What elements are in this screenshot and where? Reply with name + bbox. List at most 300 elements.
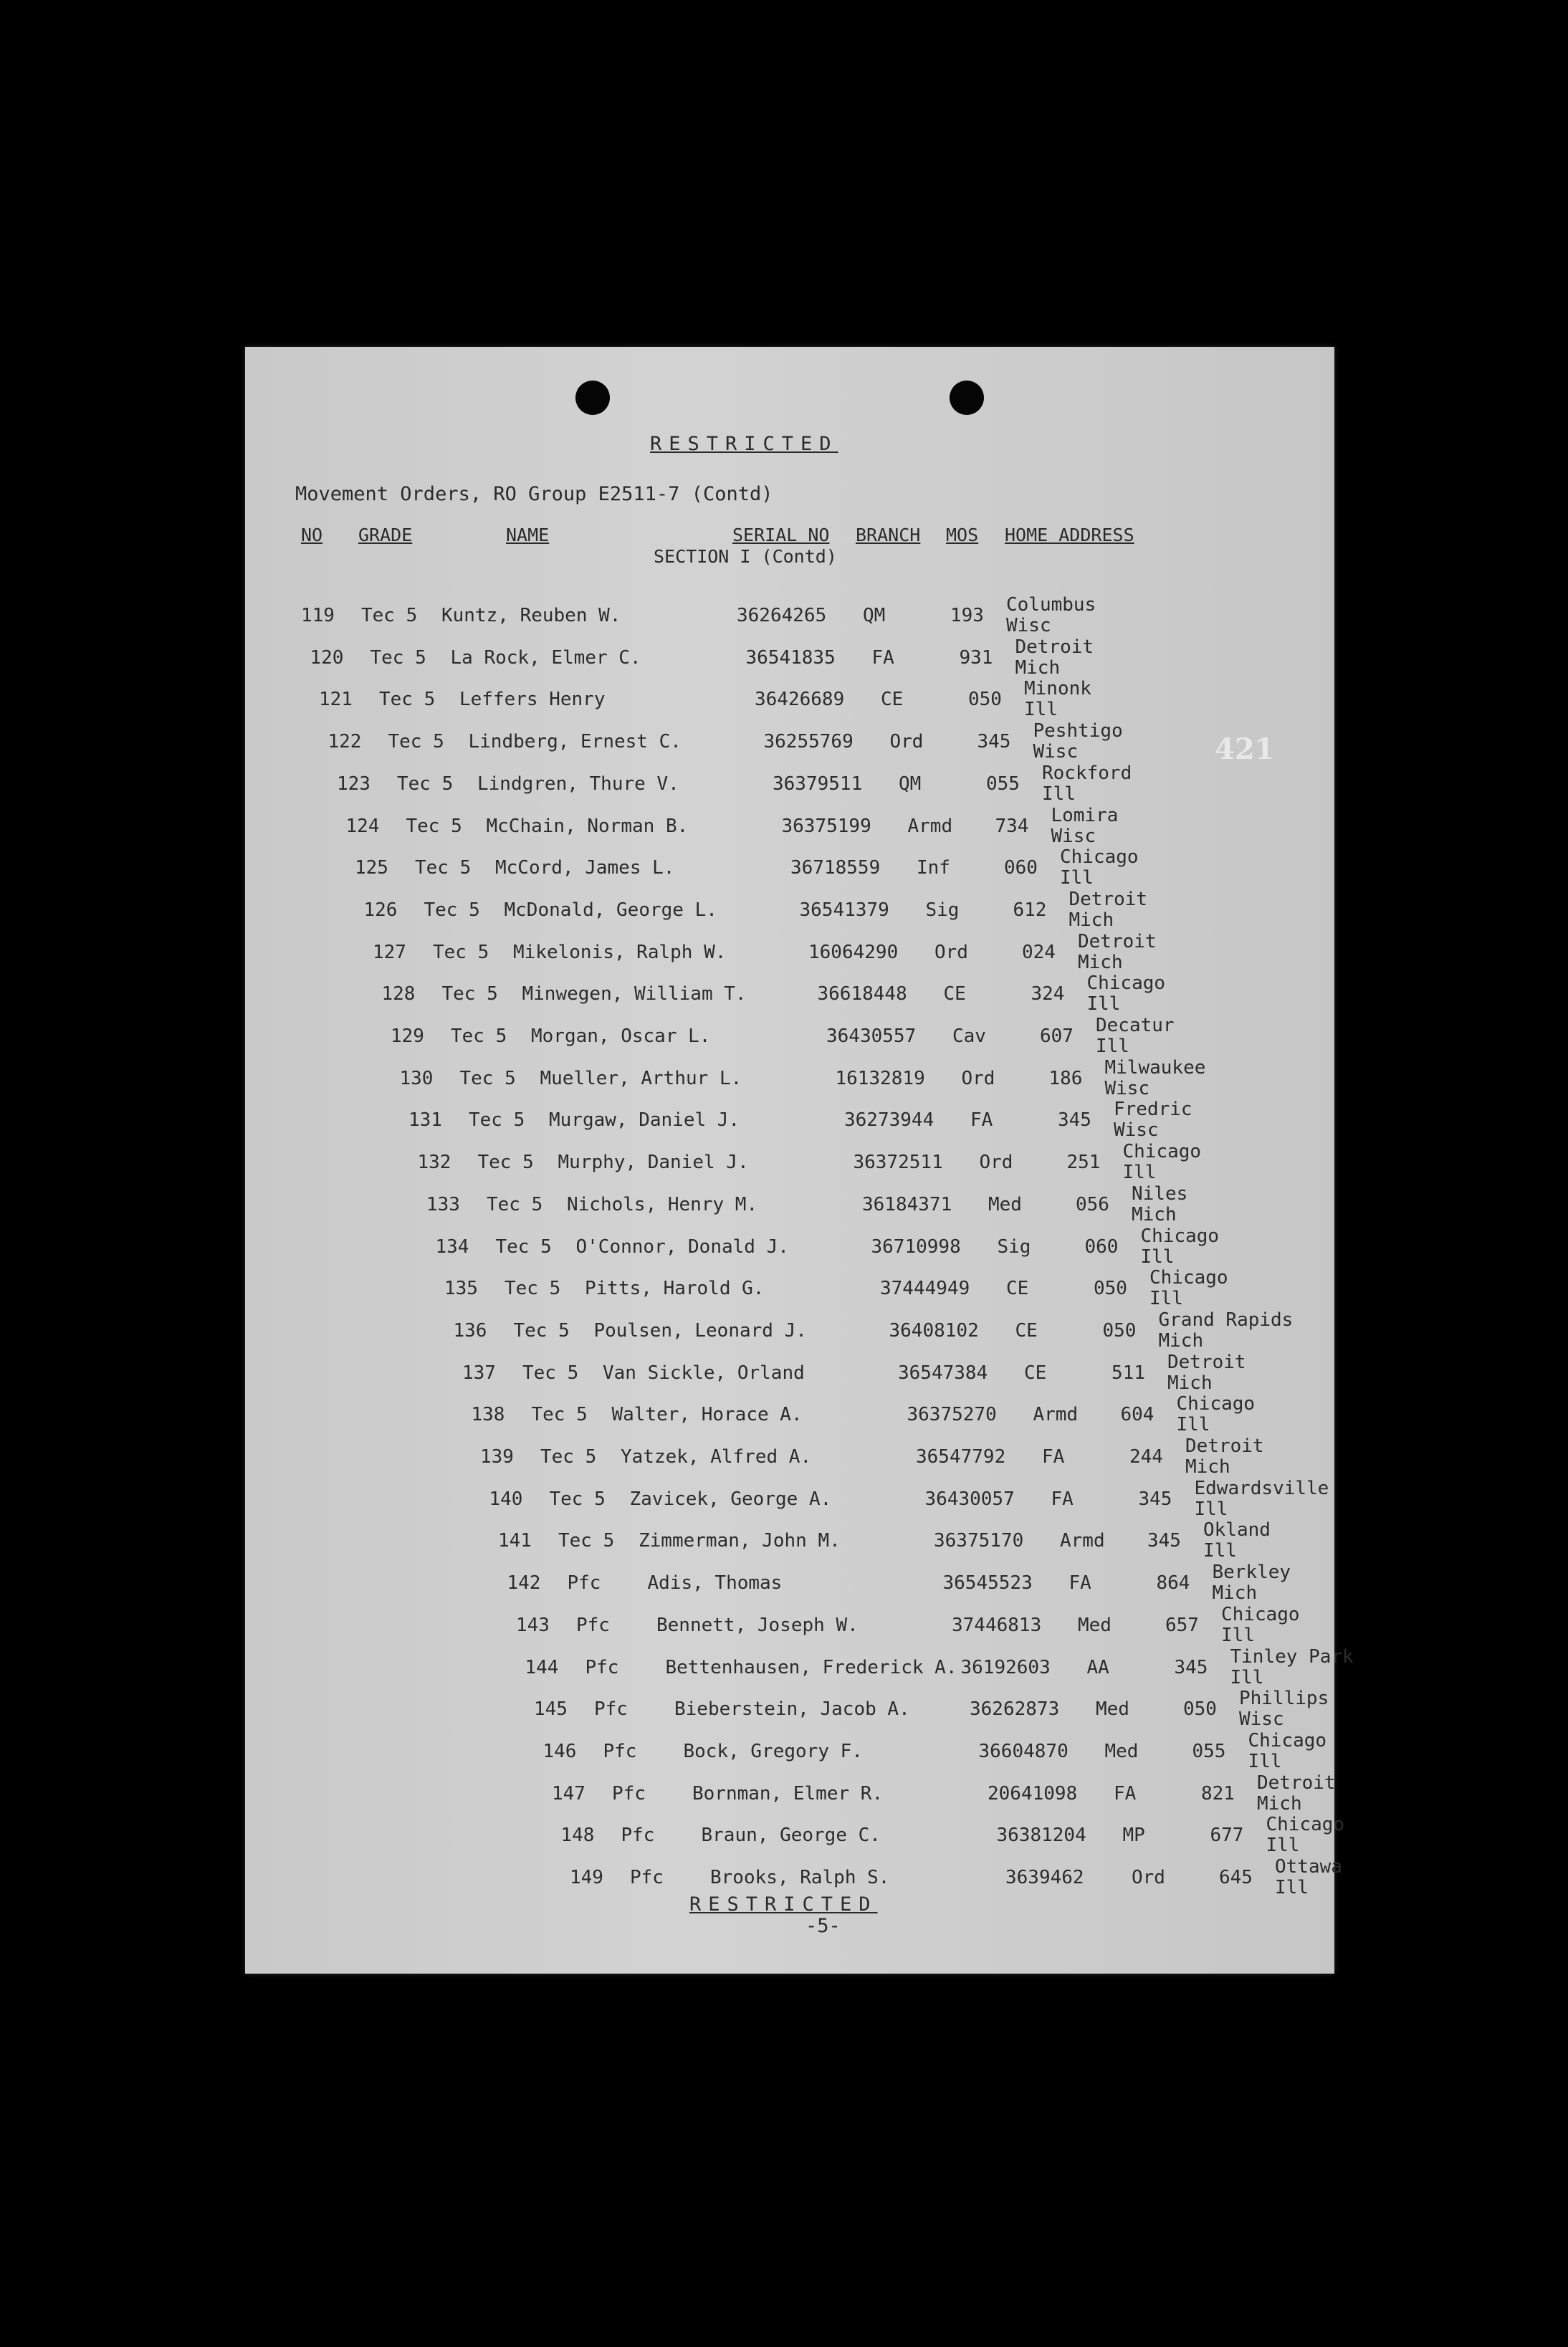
table-row	[245, 720, 1334, 771]
table-row	[245, 1477, 1334, 1529]
row-home-address	[1213, 1562, 1291, 1604]
row-home-address	[1230, 1647, 1354, 1688]
row-address-state: Mich	[1158, 1329, 1204, 1352]
row-grade: Tec 5	[522, 1362, 579, 1384]
row-mos: 055	[1192, 1740, 1226, 1762]
row-number: 129	[391, 1026, 424, 1047]
row-mos: 511	[1112, 1362, 1145, 1384]
row-address-state: Wisc	[1033, 741, 1079, 763]
row-serial-number: 36408102	[889, 1319, 979, 1342]
page-stamp-number: 421	[1215, 732, 1275, 766]
row-number: 121	[319, 689, 353, 711]
row-address-state: Ill	[1203, 1540, 1237, 1562]
row-address-state: Ill	[1024, 699, 1058, 721]
row-grade: Tec 5	[477, 1152, 534, 1174]
row-serial-number: 37446813	[952, 1614, 1042, 1636]
row-home-address	[1069, 889, 1148, 931]
row-address-state: Mich	[1015, 656, 1061, 679]
row-number: 137	[462, 1362, 496, 1384]
table-row	[245, 930, 1334, 982]
row-address-state: Mich	[1069, 909, 1114, 931]
row-grade: Tec 5	[540, 1446, 597, 1468]
row-mos: 324	[1031, 983, 1065, 1005]
row-serial-number: 36604870	[978, 1740, 1069, 1762]
row-grade: Tec 5	[505, 1278, 561, 1300]
row-branch: FA	[1114, 1782, 1137, 1805]
row-branch: MP	[1122, 1825, 1145, 1847]
row-serial-number: 36184371	[862, 1193, 952, 1215]
row-address-city: Chicago	[1176, 1393, 1256, 1415]
row-home-address	[1006, 595, 1096, 636]
row-name: La Rock, Elmer C.	[450, 646, 641, 669]
row-serial-number: 36430057	[924, 1488, 1015, 1510]
row-mos: 060	[1084, 1235, 1119, 1258]
row-name: Zavicek, George A.	[629, 1488, 832, 1510]
row-address-state: Wisc	[1051, 825, 1096, 847]
table-row	[245, 1562, 1334, 1612]
row-home-address	[1132, 1184, 1187, 1225]
row-mos: 345	[1058, 1109, 1091, 1132]
row-home-address	[1096, 1015, 1175, 1057]
row-serial-number: 37444949	[880, 1278, 970, 1300]
row-grade: Tec 5	[558, 1530, 615, 1552]
row-serial-number: 36375270	[907, 1404, 997, 1426]
row-serial-number: 36255769	[763, 731, 854, 753]
row-home-address	[1141, 1226, 1220, 1268]
row-address-state: Ill	[1140, 1246, 1175, 1268]
row-mos: 345	[1138, 1488, 1172, 1510]
row-address-state: Mich	[1167, 1372, 1213, 1394]
row-home-address	[1149, 1268, 1228, 1309]
table-row	[245, 1435, 1334, 1486]
row-number: 125	[355, 857, 388, 879]
row-number: 149	[570, 1867, 603, 1888]
row-branch: FA	[1051, 1488, 1074, 1510]
row-name: Nichols, Henry M.	[567, 1193, 758, 1215]
row-address-state: Wisc	[1104, 1077, 1150, 1099]
row-address-city: Milwaukee	[1104, 1056, 1206, 1079]
row-mos: 345	[1174, 1656, 1208, 1678]
row-grade: Tec 5	[370, 646, 426, 669]
row-grade: Tec 5	[441, 983, 498, 1005]
table-row	[245, 678, 1334, 729]
column-header-address: HOME ADDRESS	[1005, 525, 1134, 545]
row-grade: Tec 5	[379, 689, 436, 711]
row-number: 132	[417, 1152, 451, 1174]
row-address-city: Chicago	[1248, 1729, 1327, 1751]
row-grade: Pfc	[567, 1572, 601, 1595]
column-header-grade: GRADE	[358, 525, 413, 545]
table-row	[245, 1814, 1345, 1865]
row-address-state: Ill	[1096, 1036, 1129, 1057]
punch-hole-left	[575, 381, 610, 415]
section-title: SECTION I (Contd)	[654, 546, 837, 567]
row-address-state: Mich	[1132, 1203, 1177, 1225]
row-grade: Pfc	[585, 1656, 619, 1678]
row-branch: Med	[1096, 1698, 1129, 1721]
row-home-address	[1221, 1605, 1300, 1646]
row-name: Brooks, Ralph S.	[710, 1867, 890, 1888]
table-row	[245, 1688, 1334, 1739]
row-serial-number: 16064290	[808, 941, 899, 963]
row-address-state: Ill	[1221, 1624, 1255, 1646]
row-number: 128	[381, 983, 416, 1005]
row-serial-number: 36430557	[826, 1026, 917, 1047]
row-address-state: Ill	[1042, 783, 1076, 805]
classification-footer: RESTRICTED	[689, 1893, 878, 1916]
row-serial-number: 36541835	[745, 646, 836, 669]
row-name: Bock, Gregory F.	[683, 1740, 863, 1762]
row-home-address	[1185, 1436, 1264, 1478]
row-mos: 677	[1210, 1825, 1244, 1847]
row-branch: FA	[1069, 1572, 1091, 1595]
row-number: 126	[363, 899, 398, 921]
row-address-city: Chicago	[1086, 972, 1166, 995]
row-number: 131	[408, 1109, 442, 1132]
row-grade: Pfc	[621, 1825, 655, 1847]
row-name: Leffers Henry	[459, 689, 606, 711]
row-serial-number: 36545523	[942, 1572, 1033, 1595]
row-address-city: Rockford	[1042, 762, 1132, 784]
row-name: Minwegen, William T.	[522, 983, 747, 1005]
row-address-city: Detroit	[1167, 1351, 1246, 1373]
row-branch: Sig	[997, 1235, 1031, 1258]
row-grade: Tec 5	[388, 731, 444, 753]
row-name: McDonald, George L.	[504, 899, 717, 921]
table-row	[245, 1393, 1334, 1444]
row-grade: Tec 5	[487, 1193, 543, 1215]
row-branch: CE	[1006, 1278, 1029, 1300]
row-address-state: Ill	[1149, 1288, 1183, 1310]
row-mos: 821	[1201, 1782, 1235, 1805]
row-home-address	[1042, 763, 1132, 805]
row-grade: Pfc	[630, 1867, 664, 1888]
row-serial-number: 36547792	[916, 1446, 1006, 1468]
row-number: 144	[525, 1656, 559, 1678]
row-address-city: Detroit	[1078, 930, 1157, 952]
row-number: 130	[399, 1067, 434, 1089]
row-serial-number: 16132819	[835, 1067, 925, 1089]
row-name: Kuntz, Reuben W.	[441, 605, 621, 626]
row-mos: 864	[1156, 1572, 1190, 1595]
row-branch: Ord	[979, 1152, 1013, 1174]
row-address-city: Chicago	[1122, 1141, 1202, 1163]
row-serial-number: 36192603	[960, 1656, 1051, 1678]
table-row	[245, 846, 1334, 897]
row-branch: Ord	[961, 1067, 995, 1089]
table-row	[245, 1351, 1334, 1402]
row-mos: 604	[1120, 1404, 1155, 1426]
table-row	[245, 1603, 1334, 1655]
page-number: -5-	[805, 1915, 841, 1937]
row-branch: CE	[1015, 1319, 1038, 1342]
row-address-state: Wisc	[1114, 1119, 1159, 1142]
row-number: 119	[301, 605, 335, 626]
row-grade: Tec 5	[495, 1235, 552, 1258]
row-grade: Tec 5	[361, 605, 418, 626]
row-address-state: Mich	[1212, 1582, 1258, 1605]
row-mos: 657	[1165, 1614, 1199, 1636]
row-home-address	[1248, 1731, 1327, 1772]
column-header-mos: MOS	[946, 525, 979, 545]
row-address-state: Ill	[1122, 1162, 1157, 1184]
row-address-city: Berkley	[1212, 1562, 1291, 1584]
row-address-city: Columbus	[1006, 594, 1096, 616]
classification-header: RESTRICTED	[650, 433, 838, 455]
row-number: 138	[471, 1404, 505, 1426]
row-name: Braun, George C.	[701, 1825, 881, 1847]
row-serial-number: 36372511	[853, 1152, 943, 1174]
row-name: Adis, Thomas	[647, 1572, 783, 1595]
row-serial-number: 36710998	[871, 1235, 961, 1258]
row-branch: CE	[943, 983, 966, 1005]
table-row	[245, 594, 1334, 645]
row-serial-number: 36273944	[844, 1109, 934, 1132]
row-name: Mueller, Arthur L.	[540, 1067, 742, 1089]
row-number: 122	[328, 731, 362, 753]
row-name: Yatzek, Alfred A.	[621, 1446, 812, 1468]
row-branch: Ord	[934, 941, 968, 963]
row-address-state: Wisc	[1239, 1708, 1284, 1731]
row-serial-number: 36541379	[799, 899, 889, 921]
row-name: Pitts, Harold G.	[585, 1278, 765, 1300]
row-address-city: Detroit	[1015, 636, 1094, 658]
row-address-city: Minonk	[1024, 678, 1091, 700]
row-branch: Inf	[917, 857, 950, 879]
row-address-city: Edwardsville	[1194, 1477, 1329, 1499]
row-home-address	[1266, 1815, 1345, 1856]
row-home-address	[1177, 1394, 1256, 1435]
row-name: Lindgren, Thure V.	[477, 773, 679, 795]
row-address-city: Grand Rapids	[1158, 1309, 1294, 1331]
row-name: Bieberstein, Jacob A.	[674, 1698, 910, 1721]
row-home-address	[1275, 1857, 1342, 1898]
row-grade: Tec 5	[549, 1488, 606, 1510]
row-serial-number: 3639462	[1005, 1867, 1084, 1888]
row-home-address	[1257, 1773, 1336, 1815]
row-serial-number: 36426689	[755, 689, 845, 711]
table-row	[245, 888, 1334, 940]
row-grade: Tec 5	[397, 773, 454, 795]
row-home-address	[1167, 1352, 1246, 1394]
row-address-city: Detroit	[1069, 888, 1148, 910]
table-row	[245, 762, 1334, 813]
row-home-address	[1123, 1142, 1202, 1183]
row-serial-number: 36547384	[898, 1362, 988, 1384]
row-number: 148	[560, 1825, 595, 1847]
row-name: Lindberg, Ernest C.	[468, 731, 682, 753]
table-row	[245, 636, 1334, 687]
row-grade: Tec 5	[406, 815, 462, 837]
row-branch: QM	[863, 605, 886, 626]
row-grade: Pfc	[603, 1740, 637, 1762]
row-address-city: Ottawa	[1275, 1856, 1342, 1878]
row-mos: 251	[1066, 1152, 1101, 1174]
row-grade: Tec 5	[433, 941, 489, 963]
row-address-city: Okland	[1203, 1519, 1271, 1541]
row-grade: Tec 5	[451, 1026, 507, 1047]
row-branch: Armd	[907, 815, 953, 837]
row-address-city: Chicago	[1149, 1267, 1228, 1289]
column-header-no: NO	[301, 525, 323, 545]
table-row	[245, 1772, 1336, 1823]
row-number: 133	[426, 1193, 460, 1215]
row-branch: Med	[1078, 1614, 1112, 1636]
row-branch: FA	[871, 646, 894, 669]
row-branch: Ord	[1132, 1867, 1165, 1888]
row-address-state: Mich	[1185, 1456, 1230, 1478]
row-mos: 060	[1004, 857, 1038, 879]
row-home-address	[1078, 932, 1157, 973]
row-home-address	[1203, 1520, 1271, 1562]
row-name: Van Sickle, Orland	[603, 1362, 805, 1384]
row-branch: FA	[970, 1109, 993, 1132]
row-number: 146	[542, 1740, 577, 1762]
document-page	[245, 347, 1354, 1974]
column-header-serial: SERIAL NO	[732, 525, 830, 545]
row-grade: Tec 5	[424, 899, 480, 921]
row-mos: 612	[1013, 899, 1047, 921]
row-address-city: Chicago	[1060, 846, 1139, 869]
row-mos: 050	[968, 689, 1002, 711]
row-branch: CE	[881, 689, 904, 711]
row-home-address	[1105, 1058, 1206, 1099]
row-name: O'Connor, Donald J.	[575, 1235, 789, 1258]
row-home-address	[1159, 1310, 1294, 1352]
row-mos: 345	[977, 731, 1011, 753]
row-number: 143	[516, 1614, 550, 1636]
row-home-address	[1051, 806, 1119, 847]
row-branch: Med	[988, 1193, 1022, 1215]
row-serial-number: 36264265	[737, 605, 827, 626]
row-mos: 050	[1102, 1319, 1137, 1342]
row-address-city: Decatur	[1096, 1015, 1175, 1036]
row-grade: Pfc	[612, 1782, 646, 1805]
row-mos: 931	[959, 646, 993, 669]
row-number: 120	[310, 646, 344, 669]
row-serial-number: 20641098	[988, 1782, 1078, 1805]
row-name: Morgan, Oscar L.	[531, 1026, 711, 1047]
row-grade: Tec 5	[415, 857, 472, 879]
row-name: Murgaw, Daniel J.	[549, 1109, 740, 1132]
row-name: Murphy, Daniel J.	[558, 1152, 749, 1174]
row-mos: 050	[1094, 1278, 1127, 1300]
column-header-branch: BRANCH	[856, 525, 921, 545]
row-name: Poulsen, Leonard J.	[593, 1319, 807, 1342]
document-title: Movement Orders, RO Group E2511-7 (Contd)	[295, 483, 773, 505]
row-branch: CE	[1024, 1362, 1047, 1384]
row-name: Bornman, Elmer R.	[692, 1782, 884, 1805]
row-mos: 055	[986, 773, 1020, 795]
row-name: Bettenhausen, Frederick A.	[665, 1656, 957, 1678]
row-grade: Tec 5	[513, 1319, 570, 1342]
row-branch: Med	[1104, 1740, 1139, 1762]
row-grade: Tec 5	[459, 1067, 516, 1089]
row-mos: 186	[1048, 1067, 1083, 1089]
row-mos: 050	[1183, 1698, 1217, 1721]
row-mos: 607	[1040, 1026, 1074, 1047]
row-mos: 244	[1129, 1446, 1163, 1468]
row-address-city: Chicago	[1266, 1814, 1345, 1836]
row-address-state: Ill	[1230, 1666, 1264, 1688]
row-number: 140	[489, 1488, 523, 1510]
row-branch: Sig	[925, 899, 960, 921]
row-address-state: Ill	[1086, 993, 1121, 1015]
row-address-city: Tinley Park	[1230, 1645, 1354, 1668]
row-address-city: Chicago	[1221, 1603, 1300, 1625]
row-number: 142	[507, 1572, 541, 1595]
table-row	[245, 1729, 1334, 1781]
row-address-city: Detroit	[1185, 1435, 1264, 1457]
row-number: 141	[498, 1530, 532, 1552]
row-number: 134	[435, 1235, 469, 1258]
row-name: McChain, Norman B.	[486, 815, 689, 837]
row-number: 124	[345, 815, 380, 837]
row-grade: Pfc	[594, 1698, 628, 1721]
row-name: Walter, Horace A.	[611, 1404, 803, 1426]
row-number: 127	[373, 941, 406, 963]
row-serial-number: 36718559	[790, 857, 881, 879]
row-serial-number: 36262873	[970, 1698, 1060, 1721]
row-address-state: Ill	[1060, 867, 1094, 889]
row-address-city: Niles	[1132, 1182, 1188, 1205]
row-serial-number: 36375199	[781, 815, 871, 837]
row-mos: 024	[1022, 941, 1056, 963]
punch-hole-right	[950, 381, 984, 415]
row-address-state: Mich	[1078, 951, 1123, 973]
row-mos: 734	[995, 815, 1029, 837]
row-address-state: Ill	[1176, 1414, 1210, 1436]
row-name: McCord, James L.	[495, 857, 675, 879]
row-address-city: Phillips	[1239, 1688, 1329, 1710]
column-header-name: NAME	[506, 525, 550, 545]
row-home-address	[1024, 679, 1091, 720]
row-serial-number: 36379511	[773, 773, 863, 795]
row-address-city: Lomira	[1051, 804, 1119, 826]
row-branch: Armd	[1060, 1530, 1105, 1552]
row-address-city: Peshtigo	[1033, 720, 1123, 742]
row-branch: Armd	[1033, 1404, 1079, 1426]
row-serial-number: 36618448	[817, 983, 907, 1005]
row-mos: 056	[1076, 1193, 1109, 1215]
row-home-address	[1015, 637, 1094, 679]
row-home-address	[1087, 973, 1166, 1015]
row-grade: Pfc	[576, 1614, 610, 1636]
row-address-city: Fredric	[1114, 1099, 1192, 1121]
row-mos: 345	[1147, 1530, 1181, 1552]
row-number: 123	[337, 773, 371, 795]
row-grade: Tec 5	[469, 1109, 525, 1132]
row-branch: Ord	[889, 731, 924, 753]
row-home-address	[1239, 1688, 1329, 1730]
row-address-state: Ill	[1194, 1498, 1228, 1520]
row-address-city: Detroit	[1257, 1772, 1336, 1794]
row-home-address	[1060, 847, 1139, 889]
row-address-state: Wisc	[1006, 615, 1051, 636]
table-row	[245, 804, 1334, 856]
row-address-state: Ill	[1248, 1750, 1282, 1772]
row-home-address	[1114, 1099, 1192, 1141]
row-grade: Tec 5	[531, 1404, 588, 1426]
row-branch: QM	[899, 773, 922, 795]
row-serial-number: 36375170	[934, 1530, 1024, 1552]
row-number: 136	[453, 1319, 487, 1342]
row-address-city: Chicago	[1140, 1225, 1220, 1247]
table-row	[245, 1645, 1354, 1697]
row-address-state: Ill	[1275, 1877, 1309, 1898]
row-home-address	[1195, 1478, 1329, 1520]
row-number: 147	[552, 1782, 585, 1805]
